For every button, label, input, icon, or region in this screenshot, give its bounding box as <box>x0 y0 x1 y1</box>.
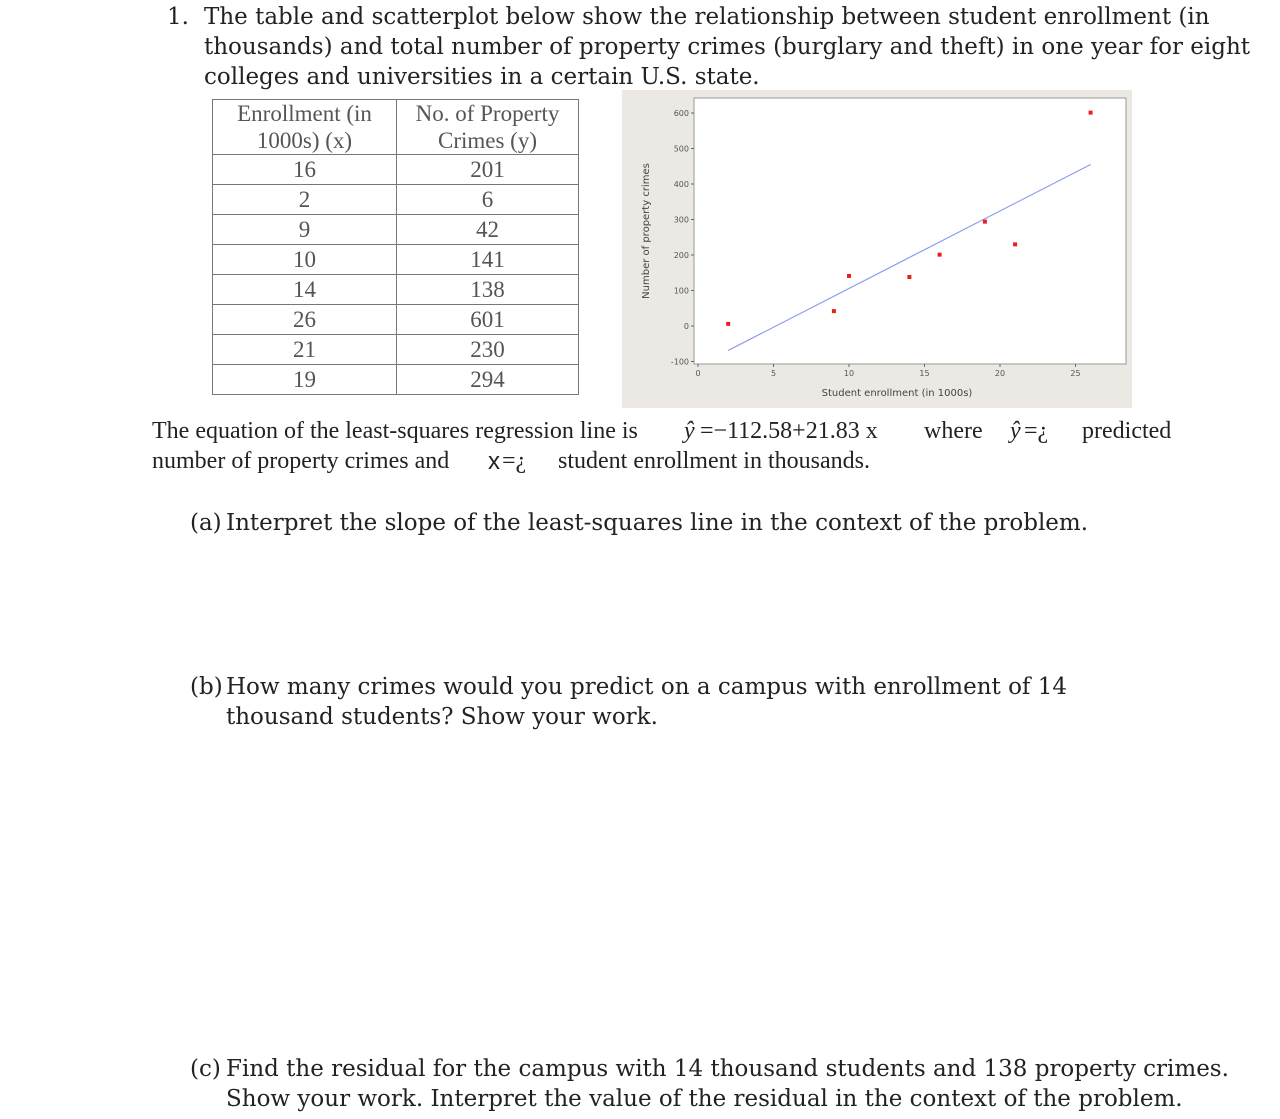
scatterplot-panel <box>622 90 1132 408</box>
cell-x: 14 <box>213 275 397 305</box>
y-tick-label: 200 <box>673 251 689 260</box>
y-axis-label: Number of property crimes <box>641 163 652 299</box>
x-tick-label: 15 <box>919 369 930 378</box>
data-table-container <box>212 99 579 395</box>
x-tick-label: 10 <box>843 369 855 378</box>
question-intro <box>204 2 1264 92</box>
x-tick-label: 20 <box>994 369 1006 378</box>
cell-x: 10 <box>213 245 397 275</box>
y-tick-label: 500 <box>673 144 689 154</box>
table-row <box>213 365 579 395</box>
y-tick-label: -100 <box>670 357 689 367</box>
cell-y: 141 <box>397 245 579 275</box>
data-table <box>212 99 579 395</box>
cell-y: 230 <box>397 335 579 365</box>
where-word: where <box>924 418 983 444</box>
y-tick-label: 300 <box>673 215 689 225</box>
part-a-text: Interpret the slope of the least-squares line in the context of the problem. <box>226 510 1089 536</box>
table-row <box>213 215 579 245</box>
cell-y: 138 <box>397 275 579 305</box>
cell-x: 26 <box>213 305 397 335</box>
table-header-row <box>213 100 579 155</box>
intro-line-2: thousands) and total number of property crimes (burglary and theft) in one year for eight <box>204 34 1251 60</box>
cell-x: 16 <box>213 155 397 185</box>
col-header-enrollment: Enrollment (in 1000s) (x) <box>213 100 397 155</box>
data-point <box>907 275 911 279</box>
yhat-eq-sign: =¿ <box>1024 418 1049 444</box>
table-row <box>213 275 579 305</box>
equation-line2-b: student enrollment in thousands. <box>558 448 870 474</box>
scatterplot <box>622 90 1132 408</box>
equation-line-2 <box>152 448 1272 478</box>
predicted-word: predicted <box>1082 418 1172 444</box>
y-tick-label: 0 <box>683 322 689 331</box>
cell-y: 201 <box>397 155 579 185</box>
data-point <box>726 322 730 326</box>
cell-y: 294 <box>397 365 579 395</box>
table-row <box>213 335 579 365</box>
table-row <box>213 155 579 185</box>
question-number: 1. <box>167 4 189 30</box>
yhat-symbol-2: ŷ <box>1010 418 1021 444</box>
data-point <box>1013 242 1017 246</box>
x-tick-label: 0 <box>695 369 701 378</box>
table-row <box>213 245 579 275</box>
cell-x: 9 <box>213 215 397 245</box>
y-tick-label: 400 <box>673 180 689 189</box>
part-c-text: Find the residual for the campus with 14 thousand students and 138 property crimes. Show your work. Interpret the value of the residual in the context of the problem. <box>226 1056 1229 1112</box>
y-tick-label: 100 <box>673 286 689 296</box>
equation-prefix: The equation of the least-squares regression line is <box>152 418 638 444</box>
intro-line-1: The table and scatterplot below show the relationship between student enrollment (in <box>204 4 1210 30</box>
cell-y: 42 <box>397 215 579 245</box>
cell-x: 2 <box>213 185 397 215</box>
col-header-crimes: No. of Property Crimes (y) <box>397 100 579 155</box>
part-c-label: (c) <box>190 1056 221 1082</box>
yhat-symbol: ŷ <box>684 418 695 444</box>
intro-line-3: colleges and universities in a certain U.S. state. <box>204 64 760 90</box>
x-eq-sign: =¿ <box>502 448 527 474</box>
data-point <box>847 274 851 278</box>
y-tick-label: 600 <box>673 109 689 118</box>
equation-line-1 <box>152 418 1272 448</box>
x-variable: x <box>488 448 500 475</box>
part-b-text: How many crimes would you predict on a campus with enrollment of 14 thousand students? Show your work. <box>226 674 1068 730</box>
table-row <box>213 185 579 215</box>
cell-y: 6 <box>397 185 579 215</box>
plot-area <box>694 98 1126 364</box>
cell-x: 21 <box>213 335 397 365</box>
equation-rhs: =−112.58+21.83 x <box>700 418 878 444</box>
data-point <box>832 309 836 313</box>
x-axis-label: Student enrollment (in 1000s) <box>821 388 973 399</box>
x-tick-label: 25 <box>1070 369 1081 378</box>
table-row <box>213 305 579 335</box>
part-a-label: (a) <box>190 510 222 536</box>
cell-x: 19 <box>213 365 397 395</box>
x-tick-label: 5 <box>770 369 777 378</box>
data-point <box>938 253 942 257</box>
data-point <box>983 220 987 224</box>
part-b-label: (b) <box>190 674 223 700</box>
equation-line2-a: number of property crimes and <box>152 448 450 474</box>
cell-y: 601 <box>397 305 579 335</box>
data-point <box>1089 111 1093 115</box>
